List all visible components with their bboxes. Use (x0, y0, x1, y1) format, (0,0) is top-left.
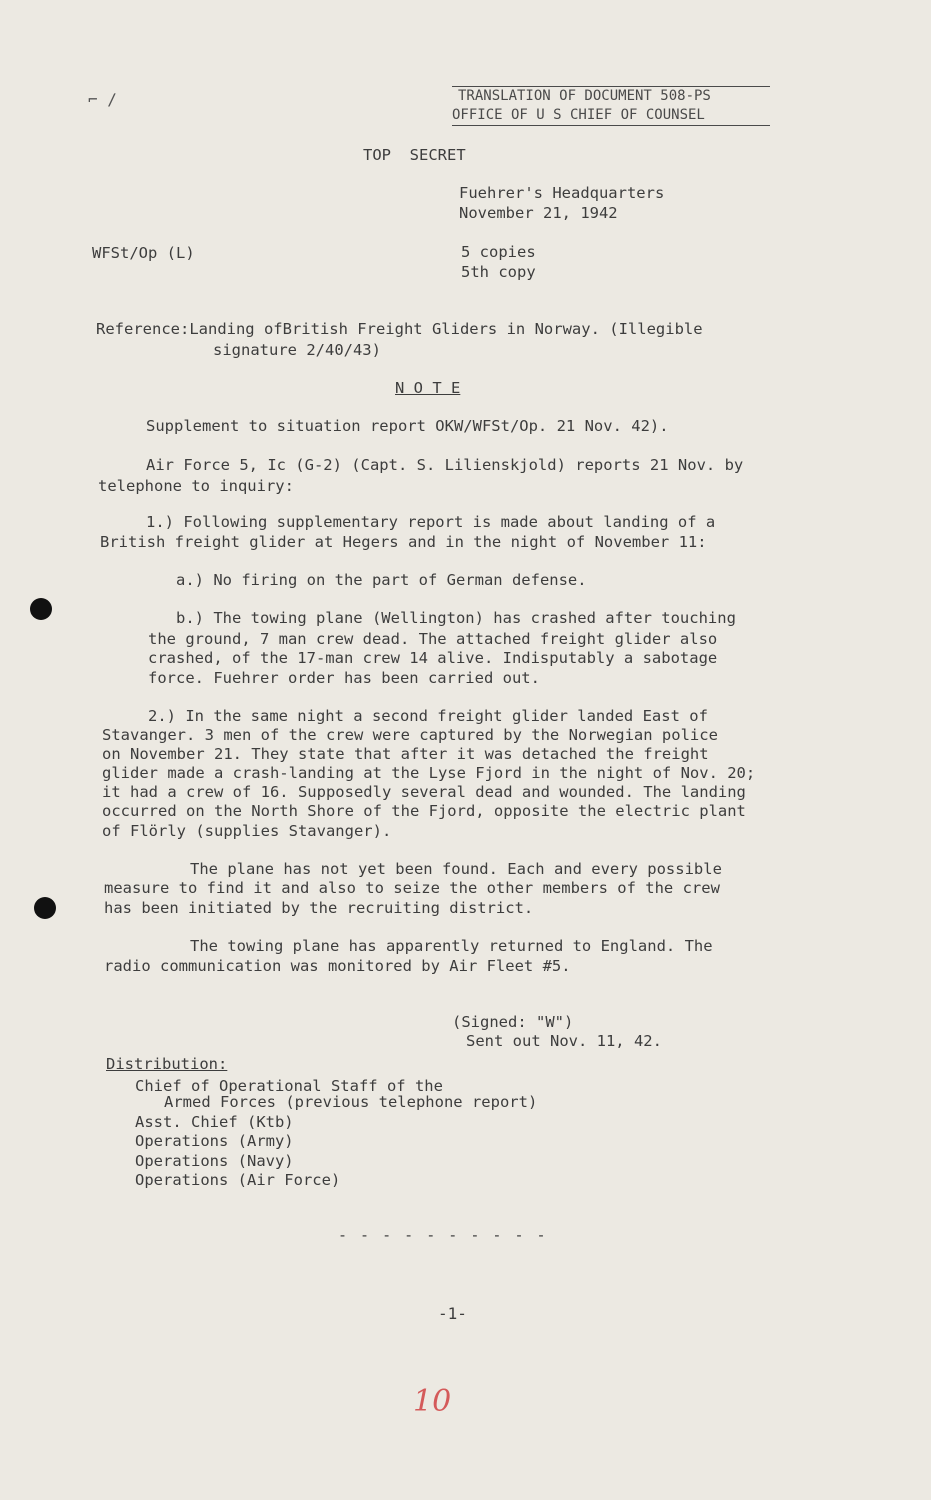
signed-line: (Signed: "W") (452, 1013, 574, 1031)
para4-line-1: The towing plane has apparently returned to England. The (190, 937, 713, 955)
note-title: N O T E (395, 379, 461, 397)
intro-line-1: Air Force 5, Ic (G-2) (Capt. S. Lilienskjold) reports 21 Nov. by (146, 456, 744, 474)
para1a-line: a.) No firing on the part of German defense. (176, 571, 587, 589)
para2-line-3: on November 21. They state that after it was detached the freight (102, 745, 709, 763)
reference-line-2: signature 2/40/43) (213, 341, 381, 359)
pen-mark: ⌐ ∕ (88, 90, 117, 109)
para3-line-3: has been initiated by the recruiting district. (104, 899, 534, 917)
copies: 5 copies (461, 243, 536, 261)
para1b-line-2: the ground, 7 man crew dead. The attached freight glider also (148, 630, 718, 648)
distribution-item: Operations (Navy) (135, 1152, 294, 1170)
distribution-item: Operations (Army) (135, 1132, 294, 1150)
document-header (452, 86, 770, 126)
file-reference: WFSt/Op (L) (92, 244, 195, 262)
distribution-item: Operations (Air Force) (135, 1171, 341, 1189)
para2-line-2: Stavanger. 3 men of the crew were captured by the Norwegian police (102, 726, 718, 744)
reference-line-1: Reference:Landing ofBritish Freight Gliders in Norway. (Illegible (96, 320, 703, 338)
copy-number: 5th copy (461, 263, 536, 281)
para4-line-2: radio communication was monitored by Air Fleet #5. (104, 957, 571, 975)
para1-line-2: British freight glider at Hegers and in the night of November 11: (100, 533, 707, 551)
para2-line-6: occurred on the North Shore of the Fjord, opposite the electric plant (102, 802, 746, 820)
para1b-line-4: force. Fuehrer order has been carried out. (148, 669, 540, 687)
sent-out-line: Sent out Nov. 11, 42. (466, 1032, 662, 1050)
distribution-item: Asst. Chief (Ktb) (135, 1113, 294, 1131)
handwritten-number: 10 (413, 1384, 452, 1419)
para3-line-1: The plane has not yet been found. Each and every possible (190, 860, 722, 878)
distribution-item: Armed Forces (previous telephone report) (164, 1093, 538, 1111)
separator-dashes: - - - - - - - - - - (338, 1226, 548, 1244)
intro-line-2: telephone to inquiry: (98, 477, 294, 495)
classification: TOP SECRET (363, 146, 466, 164)
page-number: -1- (438, 1304, 467, 1323)
para1b-line-3: crashed, of the 17-man crew 14 alive. Indisputably a sabotage (148, 649, 718, 667)
date: November 21, 1942 (459, 204, 618, 222)
para2-line-4: glider made a crash-landing at the Lyse Fjord in the night of Nov. 20; (102, 764, 756, 782)
supplement-line: Supplement to situation report OKW/WFSt/Op. 21 Nov. 42). (146, 417, 669, 435)
para2-line-1: 2.) In the same night a second freight glider landed East of (148, 707, 708, 725)
para3-line-2: measure to find it and also to seize the other members of the crew (104, 879, 720, 897)
para2-line-5: it had a crew of 16. Supposedly several dead and wounded. The landing (102, 783, 746, 801)
header-line-1: TRANSLATION OF DOCUMENT 508-PS (458, 88, 711, 104)
header-rule-bottom (452, 125, 770, 126)
punch-hole-bottom (34, 897, 56, 919)
distribution-item: Chief of Operational Staff of the (135, 1077, 443, 1095)
para2-line-7: of Flörly (supplies Stavanger). (102, 822, 392, 840)
header-line-2: OFFICE OF U S CHIEF OF COUNSEL (452, 107, 705, 123)
para1-line-1: 1.) Following supplementary report is made about landing of a (146, 513, 716, 531)
distribution-heading: Distribution: (106, 1055, 228, 1073)
place: Fuehrer's Headquarters (459, 184, 665, 202)
punch-hole-top (30, 598, 52, 620)
para1b-line-1: b.) The towing plane (Wellington) has crashed after touching (176, 609, 736, 627)
